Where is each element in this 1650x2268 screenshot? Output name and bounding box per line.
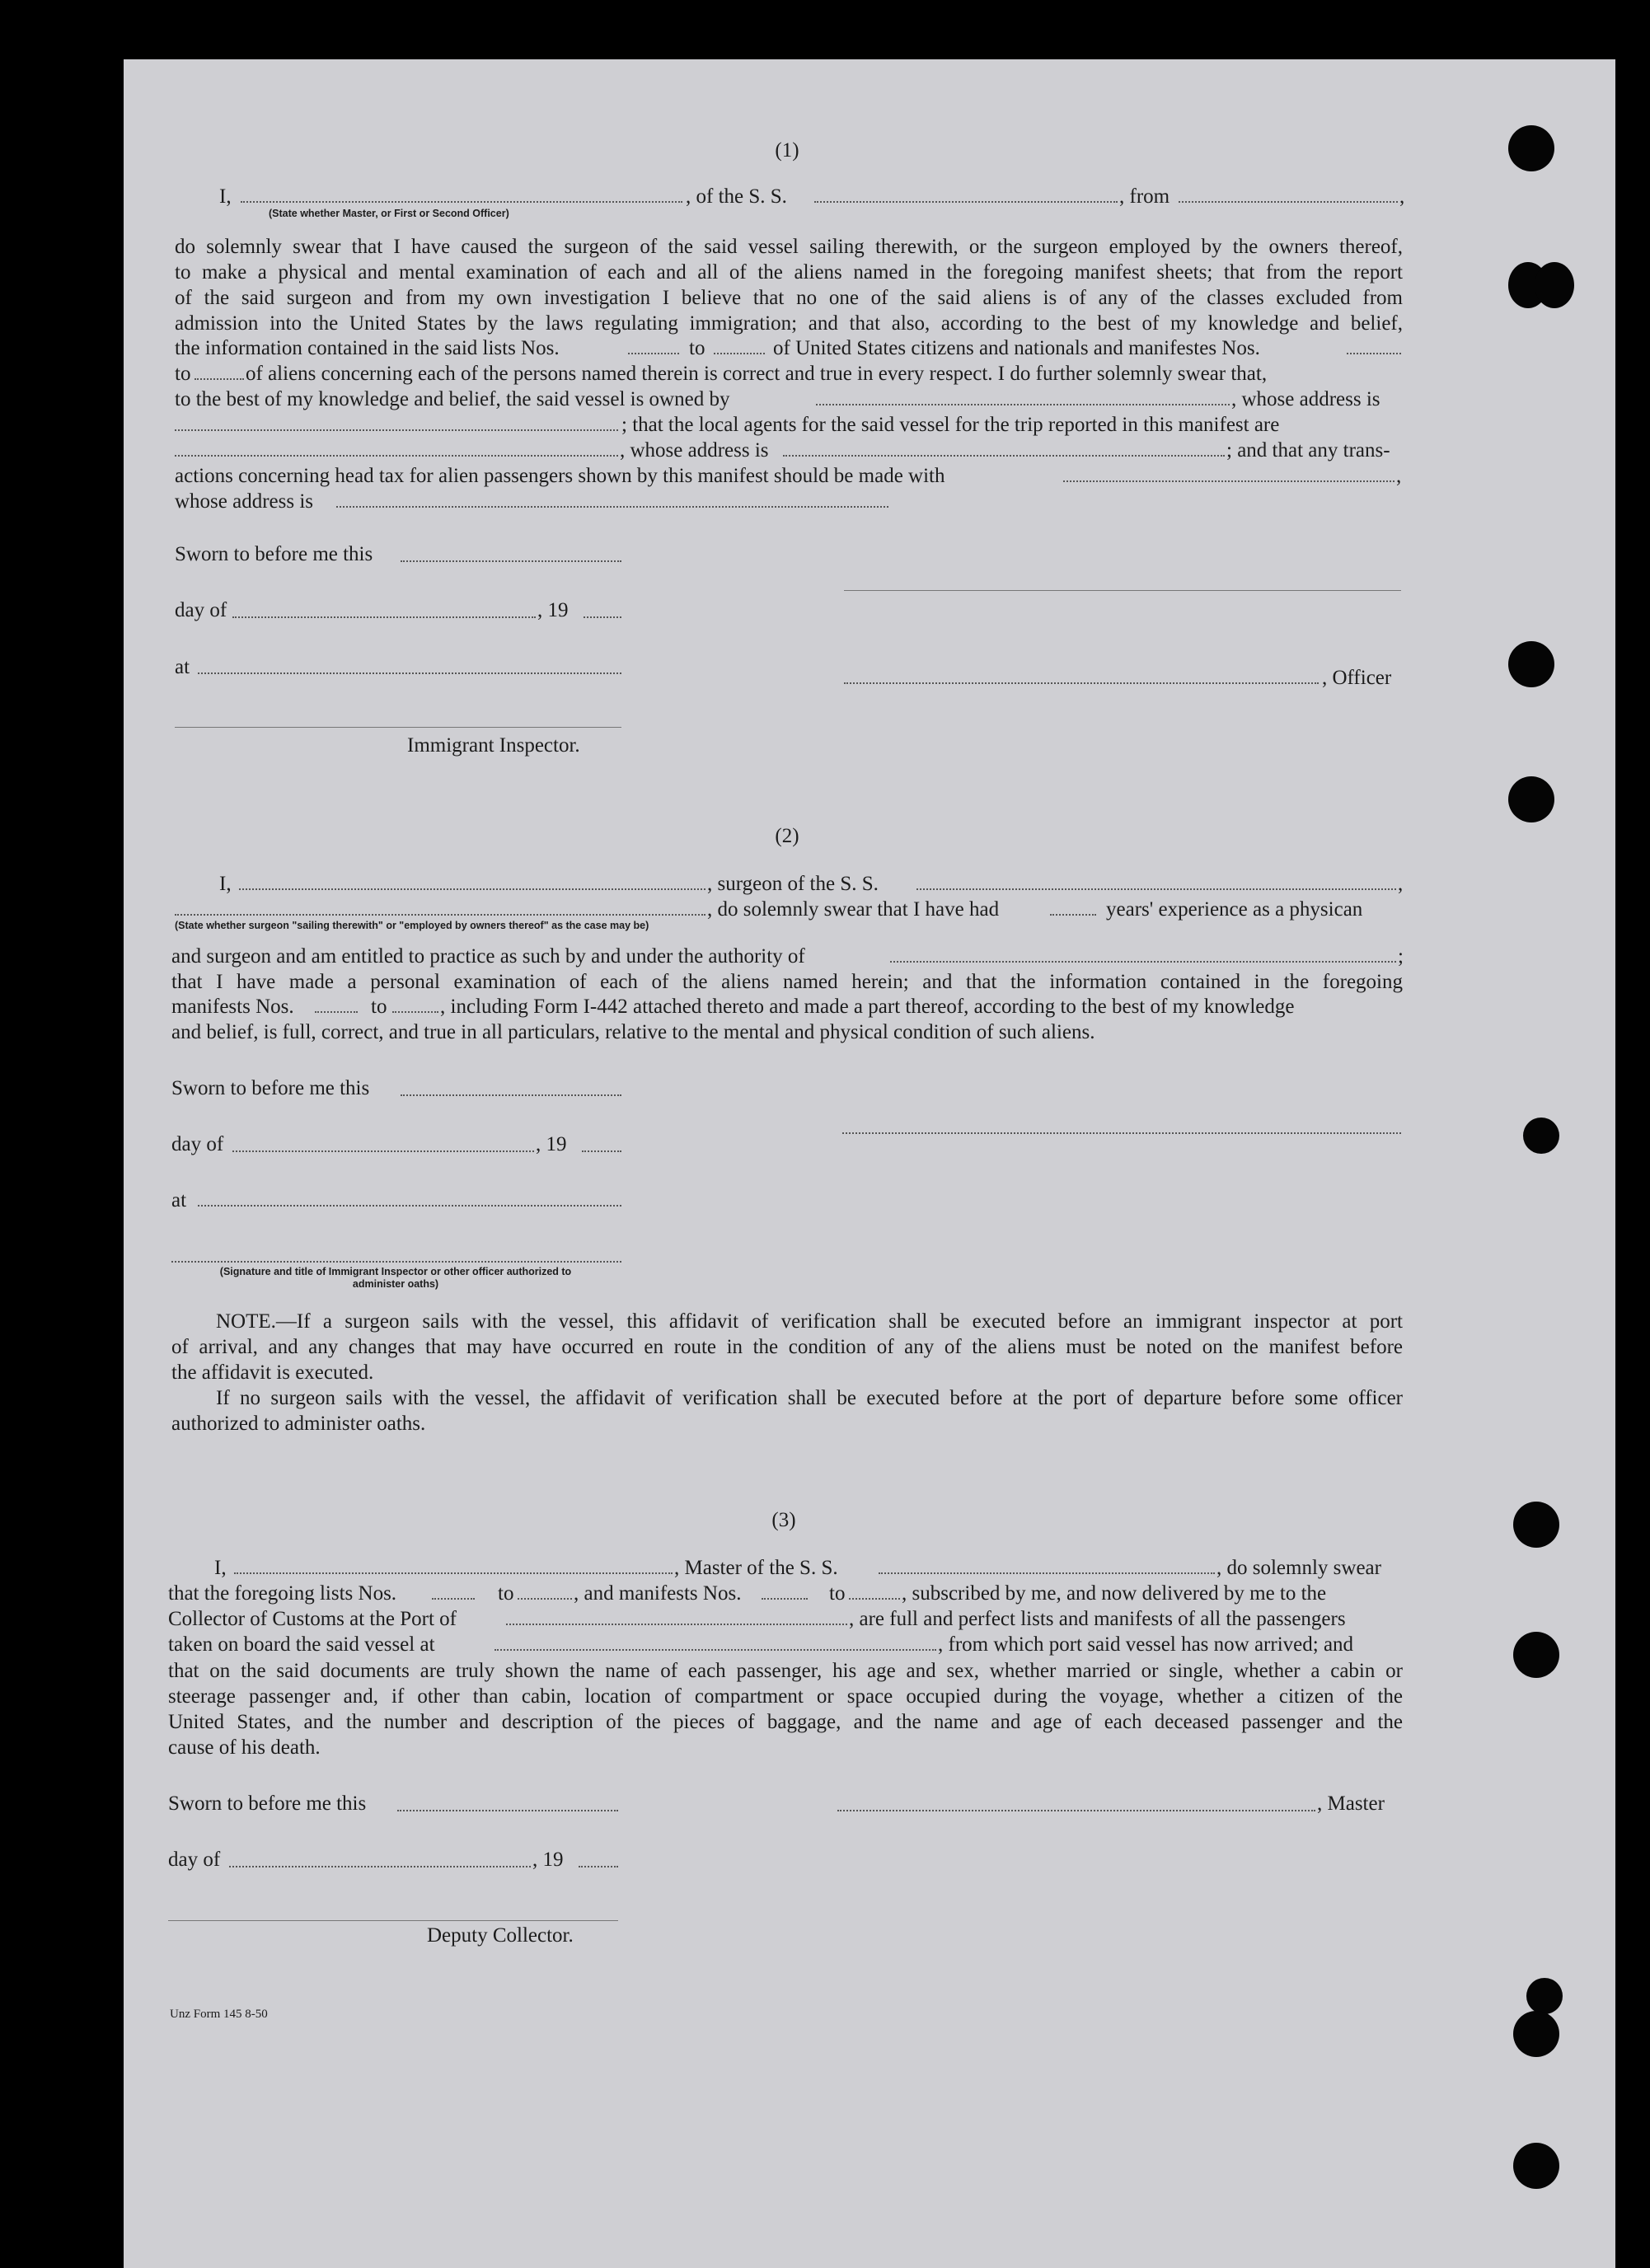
punch-hole bbox=[1508, 125, 1554, 171]
note-line: authorized to administer oaths. bbox=[171, 1413, 426, 1435]
master-line: cause of his death. bbox=[168, 1736, 321, 1759]
place-field[interactable] bbox=[198, 1205, 621, 1207]
lists-from-field[interactable] bbox=[628, 353, 679, 354]
inspector-signature-line[interactable] bbox=[175, 727, 621, 728]
label: , whose address is bbox=[620, 439, 769, 462]
sworn-day-field[interactable] bbox=[401, 560, 621, 562]
place-field[interactable] bbox=[198, 672, 621, 674]
oath-line: admission into the United States by the laws regulating immigration; and that also, according to the best of my knowledge and belief, bbox=[175, 312, 1403, 335]
label: at bbox=[171, 1189, 187, 1211]
label: , 19 bbox=[536, 1133, 567, 1155]
label: of United States citizens and nationals and manifestes Nos. bbox=[773, 337, 1260, 359]
label: , are full and perfect lists and manifests of all the passengers bbox=[849, 1608, 1346, 1630]
label: day of bbox=[171, 1133, 224, 1155]
label: , do solemnly swear bbox=[1216, 1557, 1381, 1579]
surgeon-name-field[interactable] bbox=[239, 888, 705, 890]
label: of aliens concerning each of the persons named therein is correct and true in every respect. I do further solemnly swear that, bbox=[246, 363, 1268, 385]
label: years' experience as a physican bbox=[1106, 898, 1363, 921]
year-field[interactable] bbox=[582, 1150, 621, 1152]
label: and belief, is full, correct, and true in all particulars, relative to the mental and physical condition of such aliens. bbox=[171, 1021, 1095, 1043]
oath-line: do solemnly swear that I have caused the surgeon of the said vessel sailing therewith, or the surgeon employed by the owners thereof, bbox=[175, 236, 1403, 258]
punch-hole bbox=[1513, 1632, 1559, 1678]
port-field[interactable] bbox=[506, 1624, 847, 1625]
label: that the foregoing lists Nos. bbox=[168, 1582, 397, 1605]
label: , and manifests Nos. bbox=[574, 1582, 742, 1605]
embarkation-port-field[interactable] bbox=[495, 1649, 936, 1651]
label: , from which port said vessel has now arrived; and bbox=[938, 1633, 1354, 1656]
label: , whose address is bbox=[1231, 388, 1380, 410]
manifests-to-field[interactable] bbox=[849, 1598, 900, 1600]
form-number: Unz Form 145 8-50 bbox=[170, 2008, 268, 2021]
vessel-name-field[interactable] bbox=[814, 201, 1118, 203]
authority-field[interactable] bbox=[890, 961, 1396, 963]
note-line: the affidavit is executed. bbox=[171, 1361, 374, 1384]
label: Sworn to before me this bbox=[171, 1077, 370, 1099]
field-note: (State whether surgeon "sailing therewith" or "employed by owners thereof" as the case may be) bbox=[175, 920, 649, 931]
label: ; bbox=[1398, 945, 1404, 968]
label: manifests Nos. bbox=[171, 996, 294, 1018]
surgeon-paragraph bbox=[171, 969, 1403, 995]
label: ; and that any trans- bbox=[1226, 439, 1390, 462]
punch-hole bbox=[1526, 1978, 1563, 2014]
label: , of the S. S. bbox=[686, 185, 787, 208]
year-field[interactable] bbox=[584, 616, 621, 618]
from-port-field[interactable] bbox=[1179, 201, 1398, 203]
label: Immigrant Inspector. bbox=[407, 734, 580, 757]
master-name-field[interactable] bbox=[234, 1572, 673, 1574]
surgeon-line: that I have made a personal examination of each of the aliens named herein; and that the information contained in the foregoing bbox=[171, 971, 1403, 993]
label: , Master bbox=[1317, 1792, 1385, 1815]
surgeon-signature-field[interactable] bbox=[842, 1132, 1401, 1134]
sworn-day-field[interactable] bbox=[401, 1094, 621, 1096]
master-line: United States, and the number and description of the pieces of baggage, and the name and age of each deceased passenger and the bbox=[168, 1711, 1403, 1733]
punch-hole bbox=[1523, 1118, 1559, 1154]
punch-hole bbox=[1513, 2143, 1559, 2189]
note-line: If no surgeon sails with the vessel, the affidavit of verification shall be executed before at the port of departure before some officer bbox=[216, 1387, 1403, 1409]
label: at bbox=[175, 656, 190, 678]
note-paragraph bbox=[171, 1309, 1403, 1436]
manifests-to-field[interactable] bbox=[195, 378, 244, 380]
punch-hole bbox=[1535, 262, 1574, 308]
label: to bbox=[371, 996, 387, 1018]
head-tax-address-field[interactable] bbox=[336, 506, 888, 508]
label: , Master of the S. S. bbox=[674, 1557, 838, 1579]
surgeon-vessel-field[interactable] bbox=[916, 888, 1396, 890]
label: Sworn to before me this bbox=[168, 1792, 367, 1815]
officer-signature-field[interactable] bbox=[844, 682, 1319, 684]
surgeon-status-field[interactable] bbox=[175, 914, 705, 916]
label: ; that the local agents for the said vessel for the trip reported in this manifest are bbox=[621, 414, 1280, 436]
owner-field[interactable] bbox=[816, 404, 1230, 405]
signature-line[interactable] bbox=[844, 590, 1401, 591]
label: , from bbox=[1119, 185, 1170, 208]
master-paragraph bbox=[168, 1658, 1403, 1760]
field-note: (State whether Master, or First or Second Officer) bbox=[269, 208, 509, 219]
signature-note: (Signature and title of Immigrant Inspector or other officer authorized to administer oaths) bbox=[219, 1266, 572, 1290]
label: actions concerning head tax for alien passengers shown by this manifest should be made with bbox=[175, 465, 945, 487]
owner-address-field[interactable] bbox=[175, 429, 618, 431]
label: to bbox=[689, 337, 705, 359]
label: to bbox=[829, 1582, 846, 1605]
label: to the best of my knowledge and belief, the said vessel is owned by bbox=[175, 388, 730, 410]
oath-paragraph bbox=[175, 234, 1403, 336]
oath-line: to make a physical and mental examination of each and all of the aliens named in the foregoing manifest sheets; that from the report bbox=[175, 261, 1403, 284]
master-vessel-field[interactable] bbox=[879, 1572, 1215, 1574]
manifests-from-field[interactable] bbox=[1347, 353, 1401, 354]
label: day of bbox=[175, 599, 227, 621]
label: I, bbox=[214, 1557, 227, 1579]
label: , subscribed by me, and now delivered by me to the bbox=[902, 1582, 1327, 1605]
master-line: steerage passenger and, if other than cabin, location of compartment or space occupied during the voyage, whether a citizen of the bbox=[168, 1685, 1403, 1708]
years-field[interactable] bbox=[1050, 914, 1096, 916]
label: Deputy Collector. bbox=[427, 1924, 574, 1947]
label: , bbox=[1398, 873, 1404, 895]
agents-address-field[interactable] bbox=[783, 455, 1225, 457]
label: I, bbox=[219, 185, 232, 208]
label: Collector of Customs at the Port of bbox=[168, 1608, 457, 1630]
label: , bbox=[1399, 185, 1405, 208]
lists-from-field[interactable] bbox=[432, 1598, 475, 1600]
label: taken on board the said vessel at bbox=[168, 1633, 435, 1656]
label: , surgeon of the S. S. bbox=[707, 873, 879, 895]
punch-hole bbox=[1508, 641, 1554, 687]
lists-to-field[interactable] bbox=[518, 1598, 572, 1600]
manifests-from-field[interactable] bbox=[762, 1598, 808, 1600]
month-field[interactable] bbox=[232, 616, 536, 618]
section-number: (3) bbox=[771, 1509, 796, 1531]
month-field[interactable] bbox=[232, 1150, 534, 1152]
section-number: (2) bbox=[775, 825, 799, 847]
oath-line: of the said surgeon and from my own investigation I believe that no one of the said aliens is of any of the classes excluded from bbox=[175, 287, 1403, 309]
label: , Officer bbox=[1322, 667, 1392, 689]
punch-hole bbox=[1508, 776, 1554, 822]
master-signature-field[interactable] bbox=[837, 1810, 1315, 1811]
year-field[interactable] bbox=[579, 1866, 618, 1867]
master-line: that on the said documents are truly shown the name of each passenger, his age and sex, whether married or single, whether a cabin or bbox=[168, 1660, 1403, 1682]
sworn-day-field[interactable] bbox=[397, 1810, 618, 1811]
head-tax-party-field[interactable] bbox=[1063, 480, 1395, 482]
deputy-signature-line[interactable] bbox=[168, 1920, 618, 1921]
label: the information contained in the said lists Nos. bbox=[175, 337, 560, 359]
label: to bbox=[175, 363, 191, 385]
label: to bbox=[498, 1582, 514, 1605]
surgeon-manifest-from-field[interactable] bbox=[315, 1011, 358, 1013]
note-line: of arrival, and any changes that may have occurred en route in the condition of any of the aliens must be noted on the manifest before bbox=[171, 1336, 1403, 1358]
label: whose address is bbox=[175, 490, 314, 513]
label: , do solemnly swear that I have had bbox=[707, 898, 1000, 921]
lists-to-field[interactable] bbox=[714, 353, 765, 354]
surgeon-manifest-to-field[interactable] bbox=[392, 1011, 438, 1013]
label: I, bbox=[219, 873, 232, 895]
label: , including Form I-442 attached thereto and made a part thereof, according to the best of my knowledge bbox=[440, 996, 1295, 1018]
note-line: NOTE.—If a surgeon sails with the vessel, this affidavit of verification shall be executed before an immigrant inspector at port bbox=[216, 1310, 1403, 1333]
inspector-signature-field[interactable] bbox=[171, 1261, 621, 1263]
local-agents-field[interactable] bbox=[175, 455, 618, 457]
officer-title-field[interactable] bbox=[241, 201, 682, 203]
label: and surgeon and am entitled to practice as such by and under the authority of bbox=[171, 945, 805, 968]
label: , bbox=[1396, 465, 1402, 487]
label: , 19 bbox=[532, 1849, 564, 1871]
label: day of bbox=[168, 1849, 221, 1871]
punch-hole bbox=[1513, 2011, 1559, 2057]
label: , 19 bbox=[537, 599, 569, 621]
punch-hole bbox=[1513, 1502, 1559, 1548]
label: Sworn to before me this bbox=[175, 543, 373, 565]
section-number: (1) bbox=[775, 139, 799, 162]
month-field[interactable] bbox=[229, 1866, 531, 1867]
